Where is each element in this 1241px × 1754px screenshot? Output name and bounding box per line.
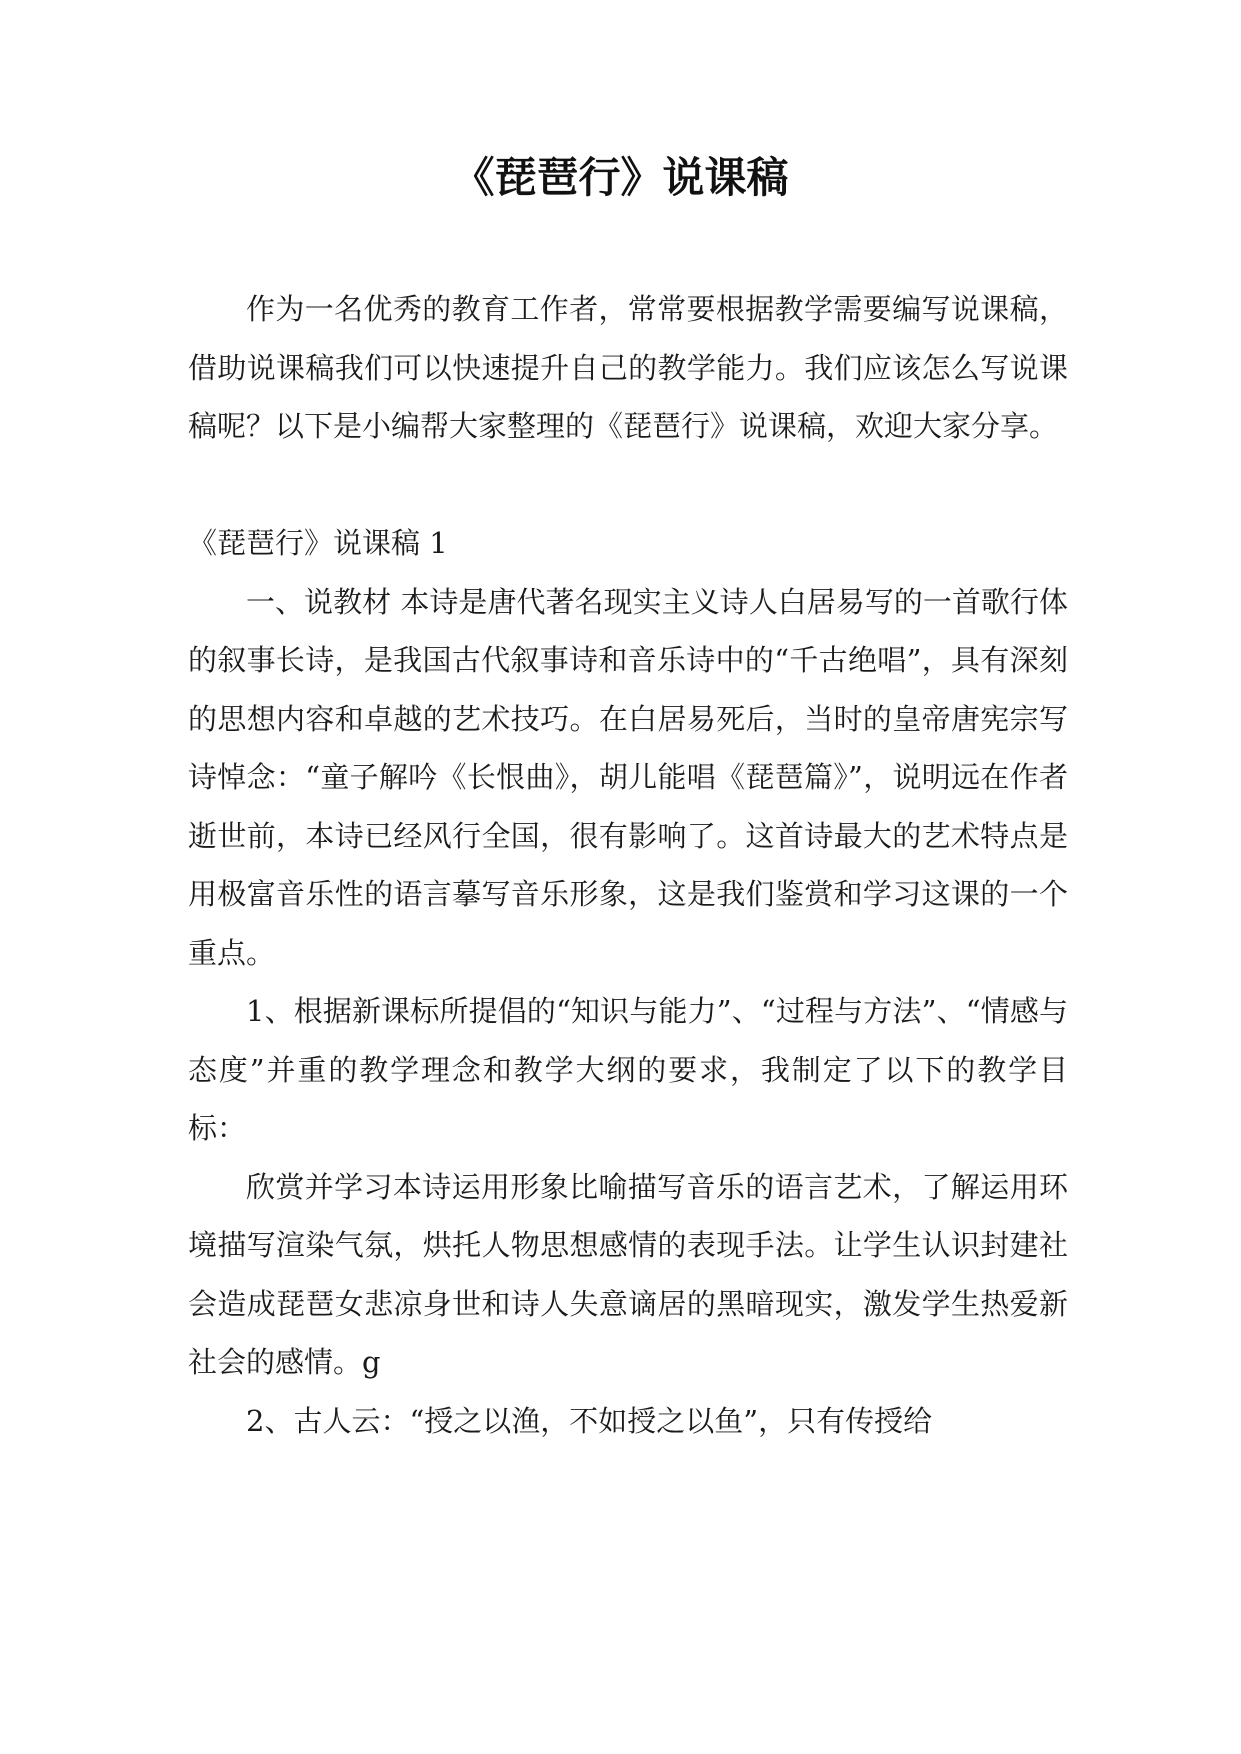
body-paragraph: 2、古人云：“授之以渔，不如授之以鱼”，只有传授给 <box>246 1403 933 1438</box>
section-heading: 《琵琶行》说课稿 1 <box>188 526 448 560</box>
body-paragraph: 一、说教材 本诗是唐代著名现实主义诗人白居易写的一首歌行体的叙事长诗，是我国古代叙事诗和音乐诗中的“千古绝唱”，具有深刻的思想内容和卓越的艺术技巧。在白居易死后，当时的皇帝唐宪宗写诗悼念：“童子解吟《长恨曲》，胡儿能唱《琵琶篇》”，说明远在作者逝世前，本诗已经风行全国，很有影响了。这首诗最大的艺术特点是用极富音乐性的语言摹写音乐形象，这是我们鉴赏和学习这课的一个重点。 <box>188 584 1068 970</box>
document-body <box>188 280 1068 1450</box>
document-title: 《琵琶行》说课稿 <box>452 153 789 202</box>
body-paragraph: 1、根据新课标所提倡的“知识与能力”、“过程与方法”、“情感与态度”并重的教学理念和教学大纲的要求，我制定了以下的教学目标： <box>188 994 1068 1145</box>
intro-paragraph: 作为一名优秀的教育工作者，常常要根据教学需要编写说课稿，借助说课稿我们可以快速提升自己的教学能力。我们应该怎么写说课稿呢？以下是小编帮大家整理的《琵琶行》说课稿，欢迎大家分享。 <box>188 292 1068 443</box>
body-paragraph: 欣赏并学习本诗运用形象比喻描写音乐的语言艺术，了解运用环境描写渲染气氛，烘托人物思想感情的表现手法。让学生认识封建社会造成琵琶女悲凉身世和诗人失意谪居的黑暗现实，激发学生热爱新社会的感情。g <box>188 1169 1068 1379</box>
